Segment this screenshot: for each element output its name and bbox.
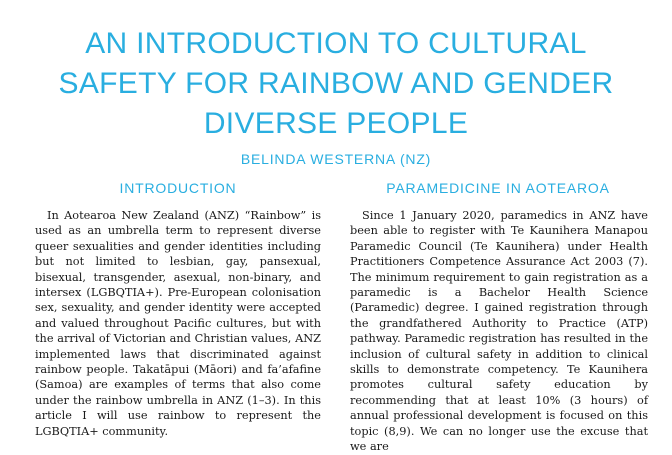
title-line: SAFETY FOR RAINBOW AND GENDER	[58, 67, 614, 100]
body-paragraph: Since 1 January 2020, paramedics in ANZ have been able to register with Te Kaunihera Manapou Paramedic Council (Te Kaunihera) under Health Practitioners Competence Assurance Act 2003 (7). The minimum requirement to gain registration as a paramedic is a Bachelor Health Science (Paramedic) degree. I gained registration through the grandfathered Authority to Practice (ATP) pathway. Paramedic registration has resulted in the inclusion of cultural safety in addition to clinical skills to demonstrate competency. Te Kaunihera promotes cultural safety education by recommending that at least 10% (3 hours) of annual professional development is focused on this topic (8,9). We can no longer use the excuse that we are	[350, 209, 648, 454]
body-paragraph: In Aotearoa New Zealand (ANZ) “Rainbow” is used as an umbrella term to represent diverse queer sexualities and gender identities including but not limited to lesbian, gay, pansexual, bisexual, transgender, asexual, non-binary, and intersex (LGBQTIA+). Pre-European colonisation sex, sexuality, and gender identity were accepted and valued throughout Pacific cultures, but with the arrival of Victorian and Christian values, ANZ implemented laws that discriminated against rainbow people. Takatāpui (Māori) and fa’afafine (Samoa) are examples of terms that also come under the rainbow umbrella in ANZ (1–3). In this article I will use rainbow to represent the LGBQTIA+ community.	[35, 209, 321, 438]
left-column	[35, 208, 321, 439]
article-title	[0, 24, 672, 144]
title-line: AN INTRODUCTION TO CULTURAL	[85, 27, 587, 60]
article-author: BELINDA WESTERNA (NZ)	[240, 151, 432, 167]
section-heading-paramedicine: PARAMEDICINE IN AOTEAROA	[386, 180, 610, 196]
title-line: DIVERSE PEOPLE	[203, 107, 469, 140]
right-column	[350, 208, 648, 454]
section-heading-introduction: INTRODUCTION	[119, 180, 237, 196]
